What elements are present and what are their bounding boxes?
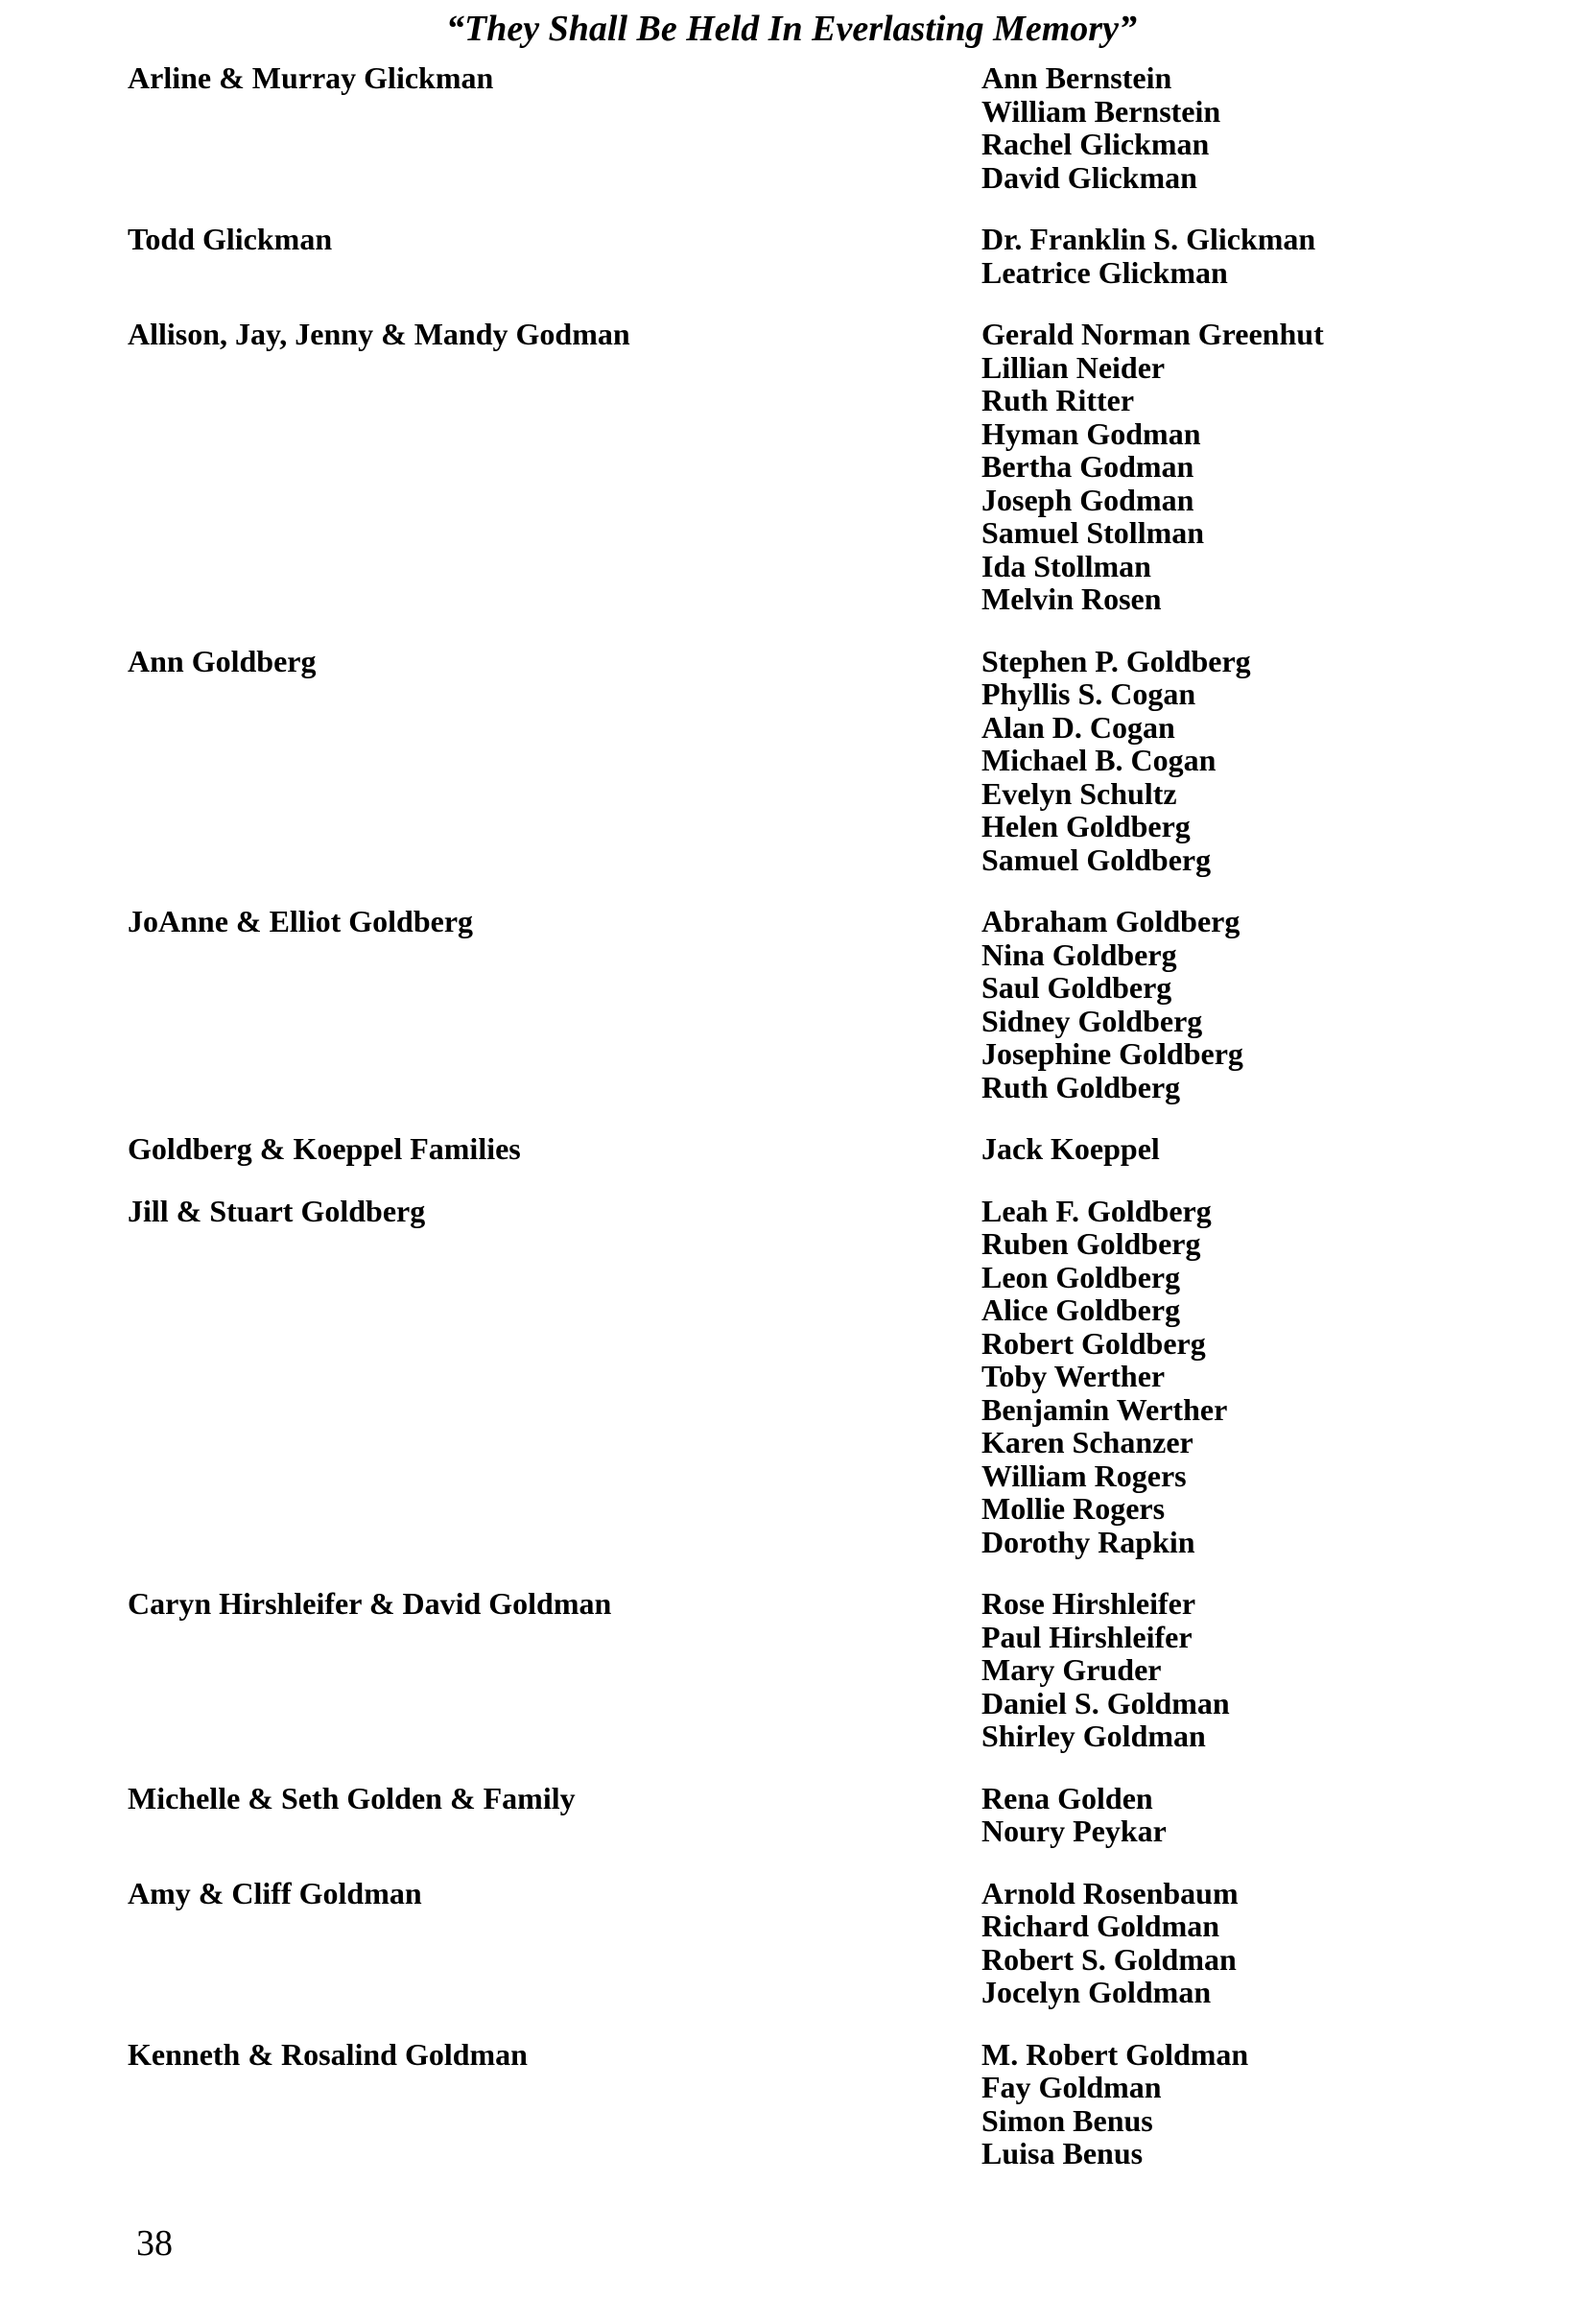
honoree-name: Mollie Rogers	[981, 1491, 1166, 1526]
donor-name: Caryn Hirshleifer & David Goldman	[128, 1586, 612, 1621]
donor-name: Jill & Stuart Goldberg	[128, 1193, 426, 1228]
honoree-name: Helen Goldberg	[981, 809, 1191, 843]
honoree-name: David Glickman	[981, 159, 1197, 195]
honoree-list	[981, 318, 1509, 616]
honoree-name: Karen Schanzer	[981, 1425, 1193, 1459]
honoree-name: Shirley Goldman	[981, 1719, 1206, 1753]
honoree-name: Josephine Goldberg	[981, 1036, 1243, 1071]
honoree-name: Noury Peykar	[981, 1814, 1167, 1848]
memorial-entry	[128, 1195, 1509, 1559]
memorial-entry	[128, 61, 1509, 194]
honoree-name: Ruben Goldberg	[981, 1226, 1201, 1261]
honoree-name: Toby Werther	[981, 1359, 1166, 1393]
honoree-list	[981, 1132, 1509, 1166]
honoree-name: Richard Goldman	[981, 1909, 1220, 1943]
honoree-name: Rose Hirshleifer	[981, 1586, 1196, 1621]
page-title: “They Shall Be Held In Everlasting Memory”	[446, 9, 1137, 49]
honoree-name: Rachel Glickman	[981, 127, 1210, 161]
honoree-name: Dorothy Rapkin	[981, 1524, 1195, 1559]
honoree-name: Arnold Rosenbaum	[981, 1875, 1239, 1910]
honoree-name: Robert Goldberg	[981, 1325, 1206, 1361]
honoree-name: Abraham Goldberg	[981, 904, 1240, 938]
donor-name: JoAnne & Elliot Goldberg	[128, 904, 474, 938]
honoree-name: Melvin Rosen	[981, 581, 1162, 616]
memorial-entry	[128, 1782, 1509, 1848]
honoree-name: Jocelyn Goldman	[981, 1975, 1212, 2009]
honoree-name: Robert S. Goldman	[981, 1941, 1237, 1977]
honoree-name: Leatrice Glickman	[981, 254, 1228, 290]
honoree-name: Lillian Neider	[981, 349, 1166, 385]
honoree-name: Paul Hirshleifer	[981, 1619, 1193, 1654]
honoree-name: Evelyn Schultz	[981, 775, 1177, 811]
honoree-name: Bertha Godman	[981, 449, 1194, 484]
donor-name: Kenneth & Rosalind Goldman	[128, 2036, 528, 2072]
memorial-entry	[128, 905, 1509, 1103]
honoree-name: Joseph Godman	[981, 482, 1194, 517]
donor-name: Ann Goldberg	[128, 643, 317, 678]
honoree-name: Hyman Godman	[981, 415, 1201, 451]
honoree-list	[981, 1877, 1509, 2009]
memorial-entry	[128, 318, 1509, 616]
honoree-name: Ida Stollman	[981, 548, 1151, 583]
memorial-entry	[128, 1877, 1509, 2009]
donor-name: Goldberg & Koeppel Families	[128, 1131, 521, 1166]
honoree-name: Rena Golden	[981, 1780, 1153, 1815]
honoree-name: Samuel Goldberg	[981, 842, 1212, 877]
honoree-list	[981, 223, 1509, 289]
honoree-name: William Bernstein	[981, 93, 1221, 129]
donor-name: Michelle & Seth Golden & Family	[128, 1780, 576, 1815]
honoree-name: Leon Goldberg	[981, 1259, 1181, 1294]
honoree-name: Simon Benus	[981, 2102, 1153, 2138]
honoree-list	[981, 2038, 1509, 2170]
honoree-name: Luisa Benus	[981, 2136, 1144, 2170]
memorial-list	[128, 61, 1509, 2199]
donor-name: Allison, Jay, Jenny & Mandy Godman	[128, 317, 630, 351]
honoree-name: Alice Goldberg	[981, 1292, 1181, 1327]
honoree-name: Daniel S. Goldman	[981, 1685, 1230, 1720]
page-number: 38	[136, 2223, 173, 2264]
memorial-entry	[128, 2038, 1509, 2170]
honoree-name: William Rogers	[981, 1458, 1187, 1493]
memorial-entry	[128, 223, 1509, 289]
honoree-name: Michael B. Cogan	[981, 743, 1217, 777]
donor-name: Todd Glickman	[128, 222, 333, 256]
honoree-name: Nina Goldberg	[981, 937, 1177, 972]
honoree-list	[981, 1587, 1509, 1753]
donor-name: Amy & Cliff Goldman	[128, 1875, 422, 1910]
honoree-list	[981, 905, 1509, 1103]
honoree-name: Dr. Franklin S. Glickman	[981, 222, 1316, 256]
honoree-name: Ruth Goldberg	[981, 1069, 1181, 1104]
honoree-name: Phyllis S. Cogan	[981, 676, 1196, 711]
memorial-entry	[128, 1132, 1509, 1166]
honoree-list	[981, 645, 1509, 877]
honoree-name: Leah F. Goldberg	[981, 1193, 1212, 1228]
honoree-list	[981, 61, 1509, 194]
honoree-name: Samuel Stollman	[981, 515, 1205, 550]
honoree-list	[981, 1782, 1509, 1848]
memorial-entry	[128, 645, 1509, 877]
honoree-name: M. Robert Goldman	[981, 2036, 1249, 2072]
honoree-list	[981, 1195, 1509, 1559]
memorial-entry	[128, 1587, 1509, 1753]
honoree-name: Mary Gruder	[981, 1652, 1162, 1687]
honoree-name: Benjamin Werther	[981, 1391, 1228, 1427]
honoree-name: Alan D. Cogan	[981, 709, 1175, 745]
honoree-name: Ann Bernstein	[981, 60, 1172, 95]
honoree-name: Gerald Norman Greenhut	[981, 317, 1324, 351]
honoree-name: Jack Koeppel	[981, 1131, 1160, 1166]
honoree-name: Saul Goldberg	[981, 970, 1172, 1005]
honoree-name: Sidney Goldberg	[981, 1003, 1203, 1038]
honoree-name: Ruth Ritter	[981, 383, 1135, 417]
honoree-name: Stephen P. Goldberg	[981, 643, 1251, 678]
honoree-name: Fay Goldman	[981, 2070, 1162, 2104]
donor-name: Arline & Murray Glickman	[128, 60, 494, 95]
